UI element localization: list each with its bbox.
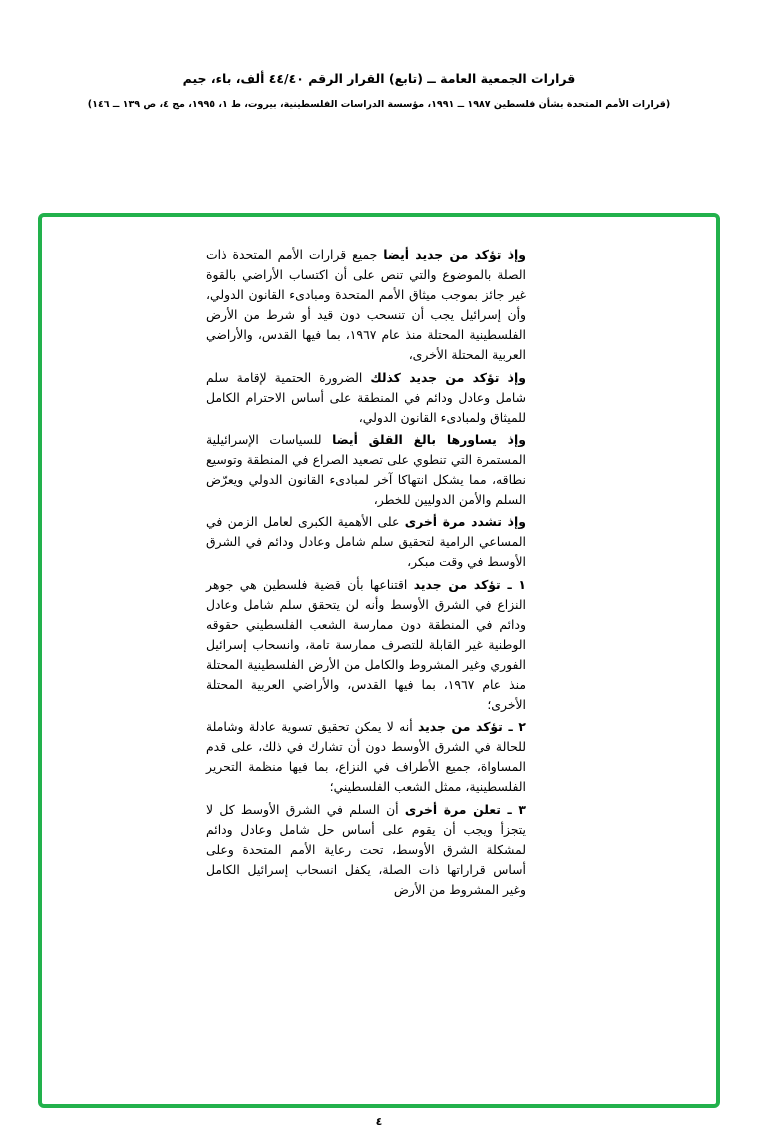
- paragraph: [206, 717, 526, 797]
- paragraph-lead: وإذ تؤكد من جديد أيضا: [383, 247, 526, 262]
- paragraph: [206, 800, 526, 900]
- paragraph-lead: ١ ـ تؤكد من جديد: [413, 576, 526, 592]
- paragraph-text: للسياسات الإسرائيلية المستمرة التي تنطوي على تصعيد الصراع في المنطقة وتوسيع نطاقه، مما يشكل انتهاكا آخر لمبادىء القانون الدولي ويعرّض السلم والأمن الدوليين للخطر،: [206, 431, 526, 508]
- paragraph-lead: وإذ تؤكد من جديد كذلك: [370, 369, 526, 385]
- paragraph-lead: وإذ تشدد مرة أخرى: [404, 514, 526, 530]
- header-title: قرارات الجمعية العامة ــ (تابع) القرار الرقم ٤٤/٤٠ ألف، باء، جيم: [182, 71, 576, 86]
- paragraph: [206, 245, 526, 366]
- paragraph-text: على الأهمية الكبرى لعامل الزمن في المساعي الرامية لتحقيق سلم شامل وعادل ودائم في الشرق الأوسط في وقت مبكر،: [206, 514, 526, 570]
- paragraph-text: جميع قرارات الأمم المتحدة ذات الصلة بالموضوع والتي تنص على أن اكتساب الأراضي بالقوة غير جائز بموجب ميثاق الأمم المتحدة ومبادىء القانون الدولي، وأن إسرائيل يجب أن تنسحب دون قيد أو شرط من الأرض الفلسطينية المحتلة منذ عام ١٩٦٧، بما فيها القدس، والأراضي العربية المحتلة الأخرى،: [206, 247, 526, 363]
- paragraph: [206, 430, 526, 510]
- paragraph-text: أنه لا يمكن تحقيق تسوية عادلة وشاملة للحالة في الشرق الأوسط دون أن تشارك في ذلك، على قدم المساواة، جميع الأطراف في النزاع، بما فيها منظمة التحرير الفلسطينية، ممثل الشعب الفلسطيني؛: [206, 719, 526, 795]
- paragraph: [206, 512, 526, 572]
- header-source-citation: (قرارات الأمم المتحدة بشأن فلسطين ١٩٨٧ ــ ١٩٩١، مؤسسة الدراسات الفلسطينية، بيروت، ط ١، ١٩٩٥، مج ٤، ص ١٣٩ ــ ١٤٦): [87, 98, 671, 110]
- document-page: [0, 70, 758, 1148]
- paragraph-lead: ٢ ـ تؤكد من جديد: [417, 719, 526, 735]
- paragraph-text: أن السلم في الشرق الأوسط كل لا يتجزأ ويجب أن يقوم على أساس حل شامل وعادل ودائم لمشكلة الشرق الأوسط، تحت رعاية الأمم المتحدة وعلى أساس قراراتها ذات الصلة، يكفل انسحاب إسرائيل الكامل وغير المشروط من الأرض: [206, 801, 526, 897]
- paragraph-lead: وإذ يساورها بالغ القلق أيضا: [332, 431, 526, 447]
- paragraph: [206, 368, 526, 428]
- paragraph-text: اقتناعها بأن قضية فلسطين هي جوهر النزاع في الشرق الأوسط وأنه لن يتحقق سلم شامل وعادل ودائم في المنطقة دون ممارسة الشعب الفلسطيني حقوقه الوطنية غير القابلة للتصرف ممارسة تامة، وانسحاب إسرائيل الفوري وغير المشروط والكامل من الأرض الفلسطينية المحتلة منذ عام ١٩٦٧، بما فيها القدس، والأراضي العربية المحتلة الأخرى؛: [206, 576, 526, 713]
- page-header: [0, 70, 758, 111]
- paragraph-lead: ٣ ـ تعلن مرة أخرى: [404, 801, 526, 817]
- paragraph: [206, 575, 526, 716]
- document-body: [0, 245, 758, 902]
- page-number: ٤: [375, 1115, 383, 1128]
- paragraph-text: الضرورة الحتمية لإقامة سلم شامل وعادل ودائم في المنطقة على أساس الاحترام الكامل للميثاق ولمبادىء القانون الدولي،: [206, 369, 526, 425]
